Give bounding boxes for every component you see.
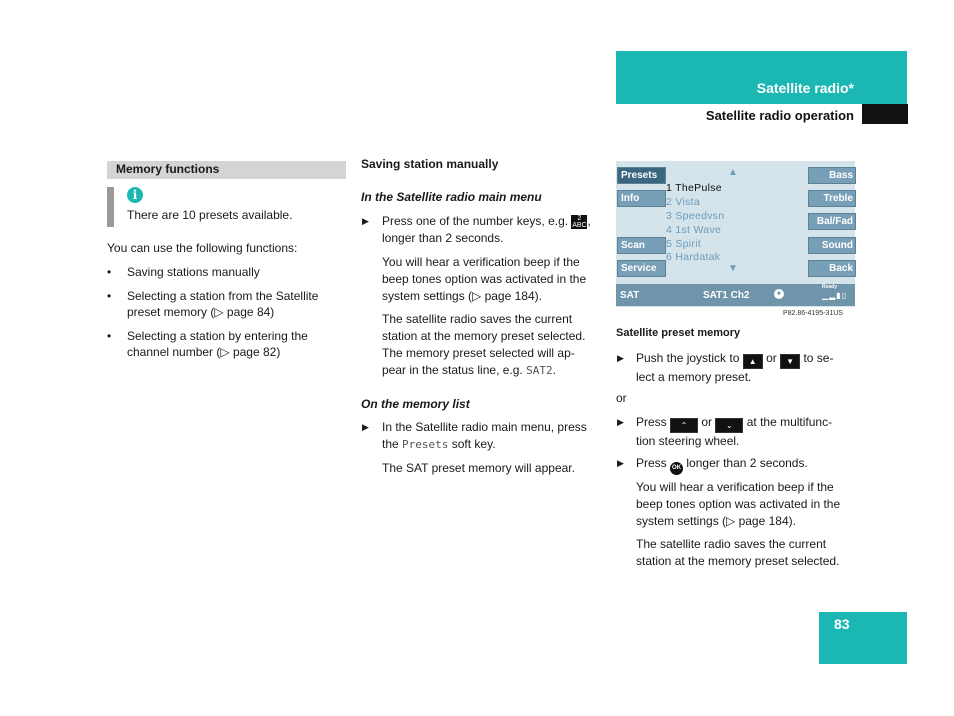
step-arrow-icon: ▶ bbox=[617, 353, 624, 363]
sound-softkey[interactable]: Sound bbox=[808, 237, 856, 254]
step-press-number-key: Press one of the number keys, e.g. 2 ABC, longer than 2 seconds. bbox=[382, 214, 591, 245]
info-icon: i bbox=[127, 187, 143, 203]
verification-paragraph: You will hear a verification beep if the beep tones option was activated in the system settings (▷ page 184). bbox=[382, 255, 587, 303]
ok-button-icon: OK bbox=[670, 462, 683, 475]
subheading-memory-list: On the memory list bbox=[361, 397, 470, 411]
presets-code: Presets bbox=[402, 438, 449, 451]
scroll-up-icon[interactable]: ▲ bbox=[728, 167, 738, 178]
info-softkey[interactable]: Info bbox=[617, 190, 666, 207]
step-press-ok: Press OK longer than 2 seconds. bbox=[636, 455, 861, 475]
step-press-steering-wheel: Press ⌃ or ⌄ at the multifunc- tion steering wheel. bbox=[636, 415, 833, 448]
preset-memory-appears: The SAT preset memory will appear. bbox=[382, 461, 575, 475]
list-item: • Selecting a station by entering the channel number (▷ page 82) bbox=[107, 328, 347, 361]
saves-paragraph-2: The satellite radio saves the current station at the memory preset selected. bbox=[636, 537, 840, 568]
header-marker bbox=[862, 104, 908, 124]
or-text: or bbox=[616, 391, 627, 405]
heading-saving: Saving station manually bbox=[361, 157, 499, 171]
figure-reference: P82.86-4195-31US bbox=[783, 310, 843, 317]
step-push-joystick: Push the joystick to ▲ or ▼ to se- lect a memory preset. bbox=[636, 351, 834, 384]
list-item: • Saving stations manually bbox=[107, 264, 347, 281]
treble-softkey[interactable]: Treble bbox=[808, 190, 856, 207]
section-title: Memory functions bbox=[116, 162, 220, 176]
step-arrow-icon: ▶ bbox=[362, 422, 369, 432]
back-softkey[interactable]: Back bbox=[808, 260, 856, 277]
verification-paragraph-2: You will hear a verification beep if the beep tones option was activated in the system settings (▷ page 184). bbox=[636, 480, 841, 528]
step-press-presets: In the Satellite radio main menu, press the Presets soft key. bbox=[382, 420, 587, 451]
section-subtitle: Satellite radio operation bbox=[705, 108, 854, 123]
service-softkey[interactable]: Service bbox=[617, 260, 666, 277]
figure-caption: Satellite preset memory bbox=[616, 327, 741, 339]
steering-up-button-icon: ⌃ bbox=[670, 418, 698, 433]
intro-text: You can use the following functions: bbox=[107, 241, 298, 255]
step-arrow-icon: ▶ bbox=[362, 216, 369, 226]
preset-item[interactable]: 3 Speedvsn bbox=[666, 210, 725, 222]
status-source: SAT bbox=[620, 290, 640, 301]
list-item: • Selecting a station from the Satellite preset memory (▷ page 84) bbox=[107, 288, 347, 321]
function-list bbox=[107, 264, 347, 368]
preset-item[interactable]: 4 1st Wave bbox=[666, 224, 722, 236]
saves-paragraph: The satellite radio saves the current station at the memory preset selected. The memory preset selected will ap- pear in the status line, e.g. SAT2. bbox=[382, 312, 586, 377]
joystick-up-icon: ▲ bbox=[743, 354, 763, 369]
status-channel: SAT1 Ch2 bbox=[703, 290, 750, 301]
preset-item[interactable]: 6 Hardatak bbox=[666, 251, 721, 263]
steering-down-button-icon: ⌄ bbox=[715, 418, 743, 433]
header-tab bbox=[616, 51, 907, 104]
step-arrow-icon: ▶ bbox=[617, 417, 624, 427]
page-number-tab bbox=[819, 612, 907, 664]
bass-softkey[interactable]: Bass bbox=[808, 167, 856, 184]
subheading-main-menu: In the Satellite radio main menu bbox=[361, 190, 542, 204]
status-code: SAT2 bbox=[526, 364, 553, 377]
page-number: 83 bbox=[834, 616, 850, 632]
scroll-down-icon[interactable]: ▼ bbox=[728, 263, 738, 274]
scan-softkey[interactable]: Scan bbox=[617, 237, 666, 254]
step-arrow-icon: ▶ bbox=[617, 458, 624, 468]
preset-item[interactable]: 5 Spirit bbox=[666, 238, 702, 250]
preset-item[interactable]: 2 Vista bbox=[666, 196, 701, 208]
note-bar bbox=[107, 187, 114, 227]
chapter-title: Satellite radio* bbox=[756, 80, 854, 96]
preset-item-selected[interactable]: 1 ThePulse bbox=[666, 182, 722, 194]
note-text: There are 10 presets available. bbox=[127, 208, 293, 222]
satellite-icon: ✦ bbox=[775, 289, 783, 298]
balfad-softkey[interactable]: Bal/Fad bbox=[808, 213, 856, 230]
signal-strength-icon: ▁▂▮▯ bbox=[822, 291, 848, 300]
status-ready: Ready bbox=[822, 284, 838, 290]
presets-softkey[interactable]: Presets bbox=[617, 167, 666, 184]
number-key-2-icon: 2 ABC bbox=[572, 215, 587, 229]
joystick-down-icon: ▼ bbox=[780, 354, 800, 369]
